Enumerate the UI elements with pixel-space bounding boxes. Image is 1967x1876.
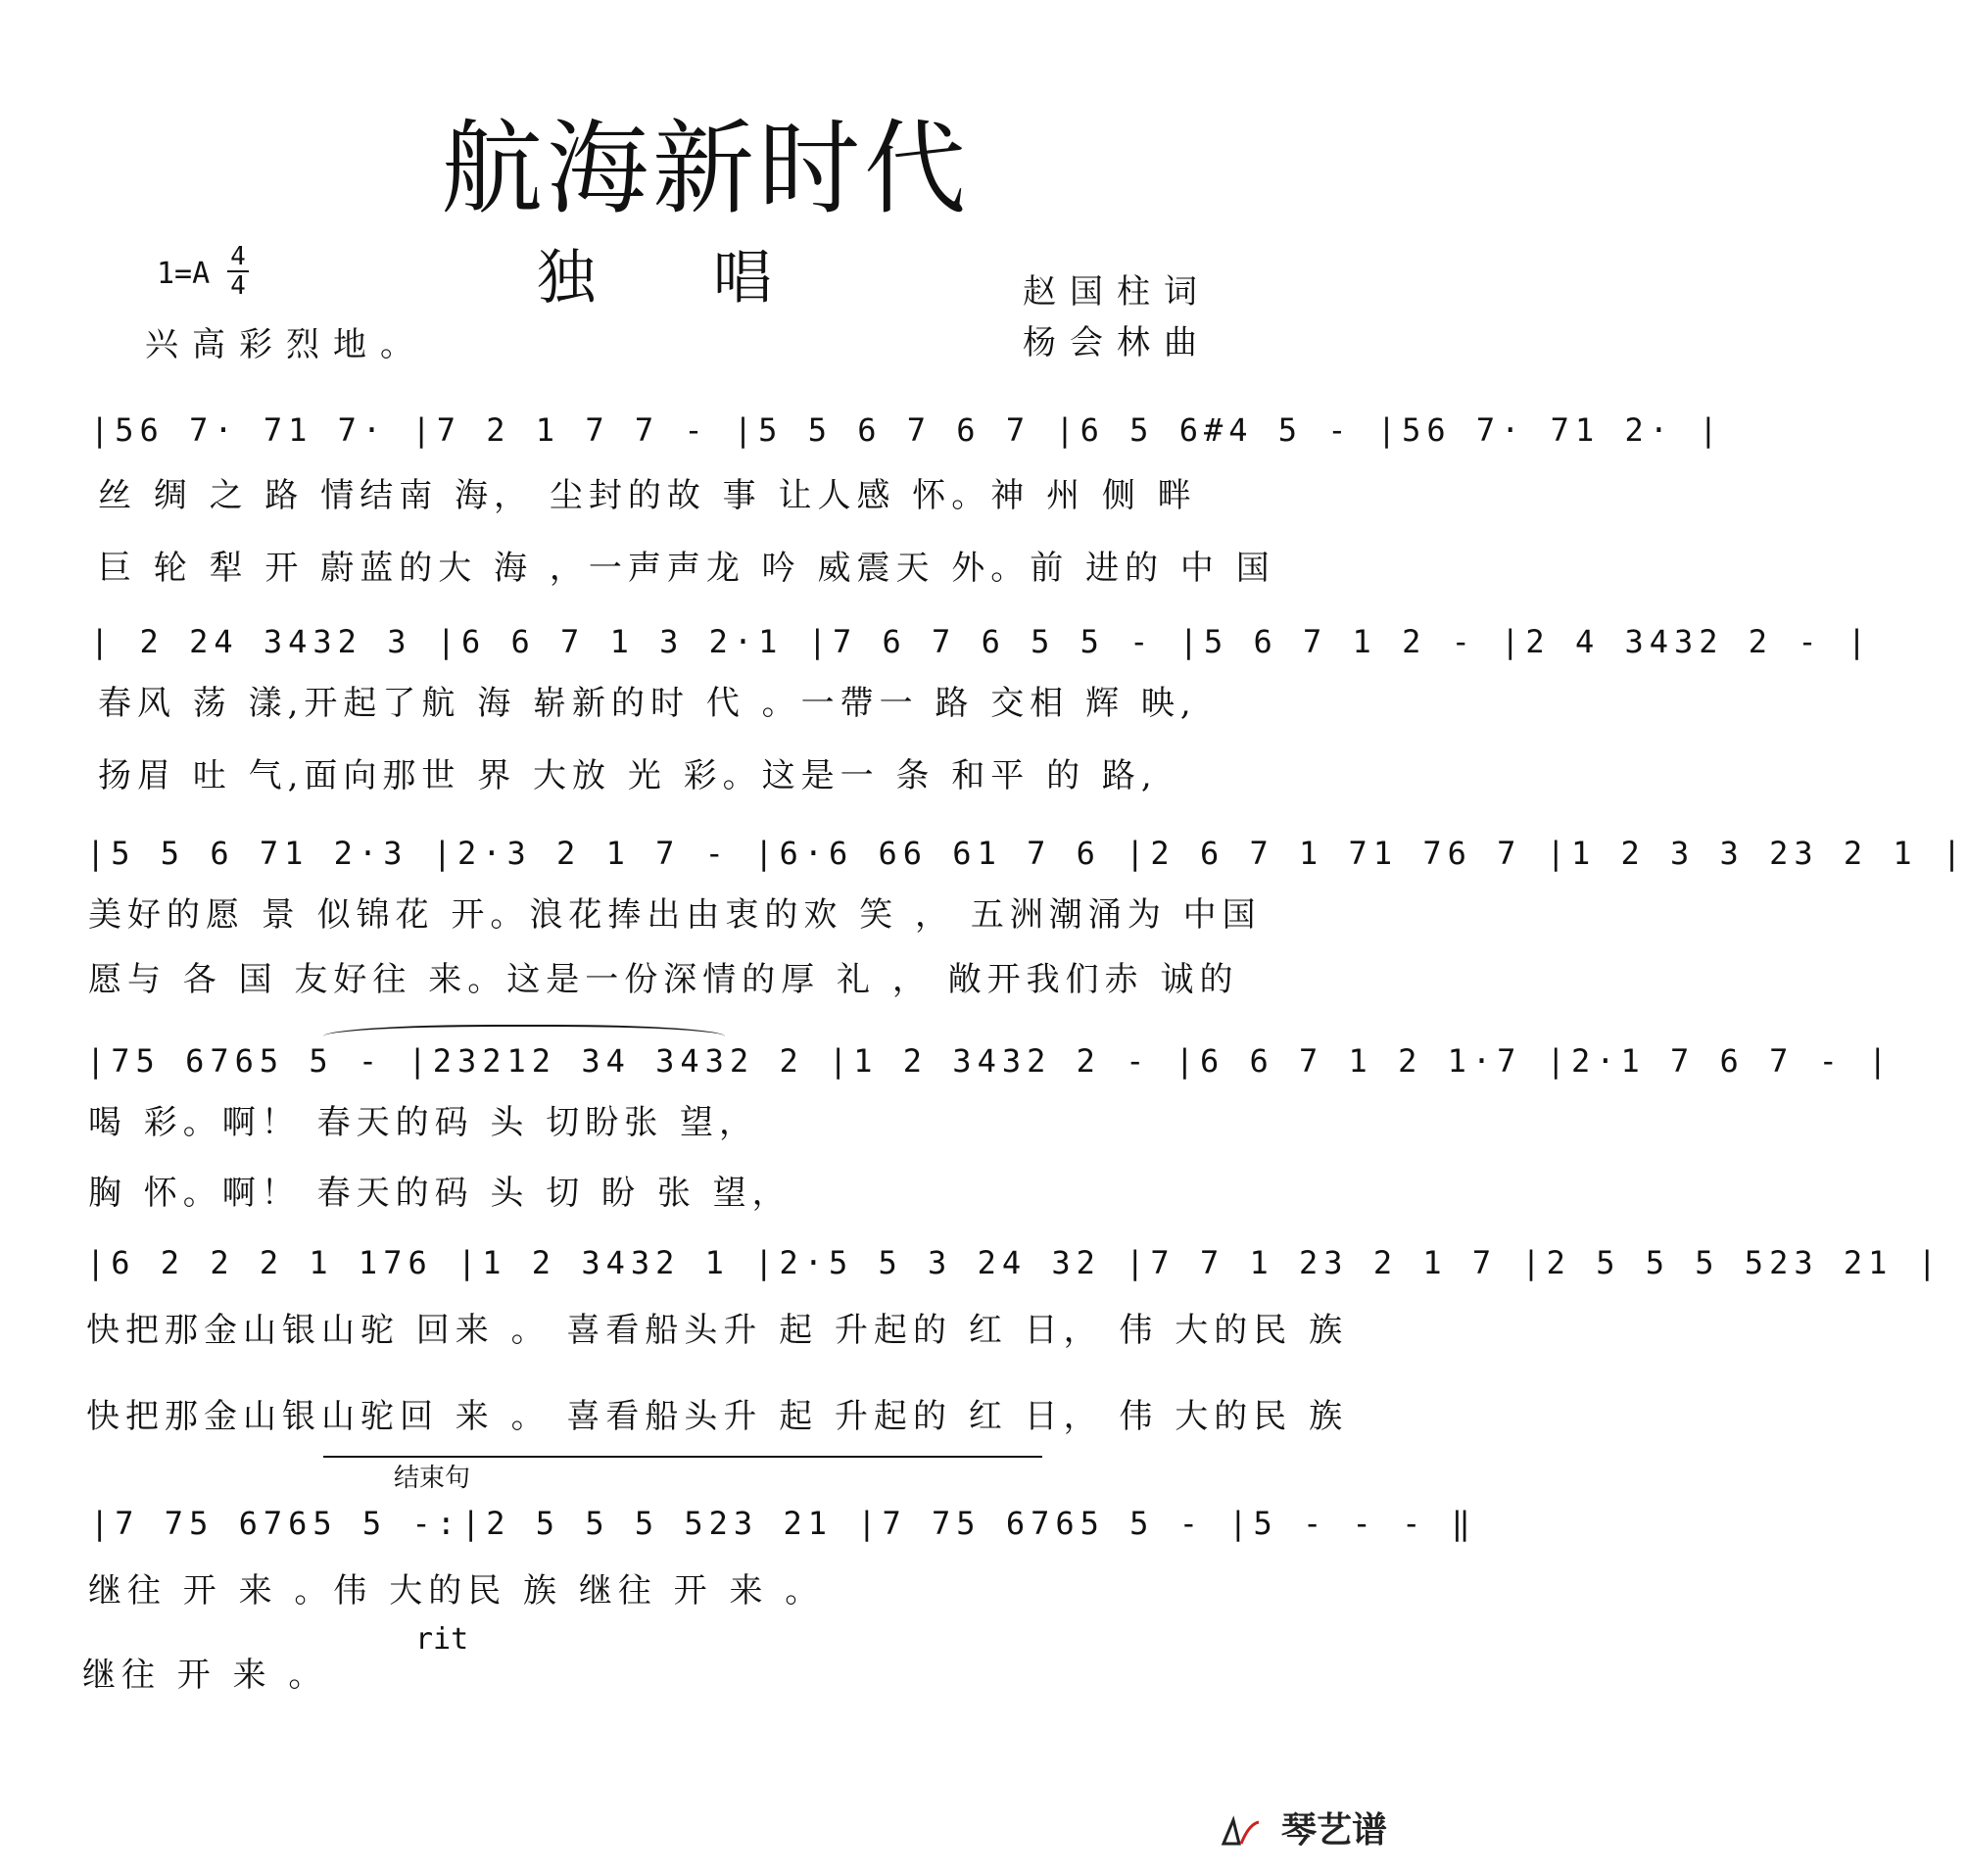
lyrics-line-3b: 愿与 各 国 友好往 来。这是一份深情的厚 礼 ， 敞开我们赤 诚的	[88, 960, 1239, 999]
brand-watermark	[1220, 1803, 1387, 1852]
time-signature	[227, 243, 249, 300]
lyricist: 赵国柱词	[1023, 272, 1211, 312]
lyrics-line-2a: 春风 荡 漾,开起了航 海 崭新的时 代 。一帶一 路 交相 辉 映,	[98, 684, 1197, 723]
time-sig-bottom: 4	[230, 271, 246, 301]
phrase-slur	[323, 1025, 725, 1036]
brand-name: 琴艺谱	[1280, 1810, 1387, 1851]
key-signature: 1=A	[157, 257, 211, 291]
lyrics-line-4b: 胸 怀。啊！ 春天的码 头 切 盼 张 望，	[88, 1174, 792, 1213]
lyrics-line-1b: 巨 轮 犁 开 蔚蓝的大 海 ，一声声龙 吟 威震天 外。前 进的 中 国	[98, 549, 1275, 588]
composer: 杨会林曲	[1023, 323, 1211, 362]
notation-line-2: | 2 24 3432 3 |6 6 7 1 3 2·1 |7 6 7 6 5 5 - |5 6 7 1 2 - |2 4 3432 2 - |	[90, 623, 1873, 660]
notation-line-6: |7 75 6765 5 -:|2 5 5 5 523 21 |7 75 6765 5 - |5 - - - ‖	[90, 1505, 1476, 1542]
lyrics-line-5b: 快把那金山银山驼回 来 。 喜看船头升 起 升起的 红 日， 伟 大的民 族	[86, 1397, 1349, 1436]
time-sig-top: 4	[230, 242, 246, 271]
song-title: 航海新时代	[440, 109, 970, 228]
ending-label: 结束句	[388, 1458, 476, 1494]
notation-line-3: |5 5 6 71 2·3 |2·3 2 1 7 - |6·6 66 61 7 6 |2 6 7 1 71 76 7 |1 2 3 3 23 2 1 |	[86, 835, 1967, 872]
brand-logo-icon	[1220, 1814, 1263, 1850]
rit-mark: rit	[415, 1622, 469, 1657]
lyrics-line-2b: 扬眉 吐 气,面向那世 界 大放 光 彩。这是一 条 和平 的 路,	[98, 756, 1158, 795]
notation-line-1: |56 7· 71 7· |7 2 1 7 7 - |5 5 6 7 6 7 |6 5 6#4 5 - |56 7· 71 2· |	[90, 411, 1724, 449]
lyrics-line-6b: 继往 开 来 。	[82, 1656, 328, 1695]
lyrics-line-4a: 喝 彩。啊！ 春天的码 头 切盼张 望，	[88, 1103, 759, 1142]
expression-mark: 兴高彩烈地。	[145, 325, 427, 364]
notation-line-4: |75 6765 5 - |23212 34 3432 2 |1 2 3432 2 - |6 6 7 1 2 1·7 |2·1 7 6 7 - |	[86, 1042, 1894, 1080]
notation-line-5: |6 2 2 2 1 176 |1 2 3432 1 |2·5 5 3 24 32 |7 7 1 23 2 1 7 |2 5 5 5 523 21 |	[86, 1244, 1943, 1281]
subtitle: 独唱	[537, 244, 889, 313]
lyrics-line-3a: 美好的愿 景 似锦花 开。浪花捧出由衷的欢 笑 ， 五洲潮涌为 中国	[88, 895, 1262, 935]
lyrics-line-6a: 继往 开 来 。伟 大的民 族 继往 开 来 。	[88, 1571, 825, 1611]
lyrics-line-5a: 快把那金山银山驼 回来 。 喜看船头升 起 升起的 红 日， 伟 大的民 族	[86, 1311, 1349, 1350]
lyrics-line-1a: 丝 绸 之 路 情结南 海， 尘封的故 事 让人感 怀。神 州 侧 畔	[98, 476, 1197, 515]
